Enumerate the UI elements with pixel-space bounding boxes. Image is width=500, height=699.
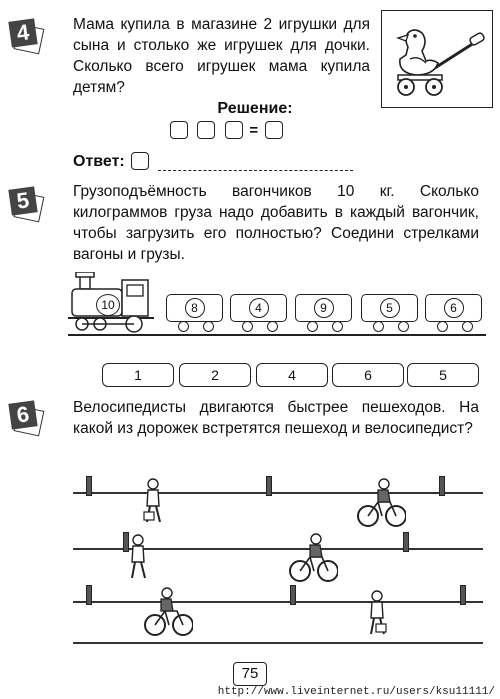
- equals-sign: =: [249, 121, 259, 139]
- task-4-text: Мама купила в магазине 2 игрушки для сына и столько же игрушек для дочки. Сколько всего игрушек мама купила детям?: [73, 16, 370, 96]
- solution-box-2[interactable]: [197, 121, 215, 139]
- path-3[interactable]: [73, 601, 483, 603]
- duck-toy-on-wheels-icon: [381, 10, 493, 108]
- task-6-number-badge: 6: [10, 402, 40, 432]
- solution-boxes: [170, 121, 283, 139]
- pedestrian-icon: [140, 478, 166, 526]
- solution-box-1[interactable]: [170, 121, 188, 139]
- cargo-3[interactable]: 4: [256, 363, 328, 387]
- cargo-1[interactable]: 1: [102, 363, 174, 387]
- wagon-4[interactable]: 5: [361, 294, 418, 322]
- locomotive-capacity-label: 10: [96, 294, 120, 316]
- answer-line[interactable]: [158, 170, 353, 171]
- pedestrian-icon: [364, 590, 390, 638]
- path-bottom-edge: [73, 642, 483, 644]
- wagon-5[interactable]: 6: [425, 294, 482, 322]
- watermark-url: http://www.liveinternet.ru/users/ksu11111/: [217, 686, 495, 698]
- cargo-4[interactable]: 6: [332, 363, 404, 387]
- solution-label: Решение:: [217, 100, 293, 117]
- cargo-5[interactable]: 5: [407, 363, 479, 387]
- cyclist-icon: [288, 533, 338, 585]
- wagon-2[interactable]: 4: [230, 294, 287, 322]
- answer-label: Ответ:: [73, 153, 125, 170]
- answer-box[interactable]: [131, 152, 149, 170]
- wagon-3[interactable]: 9: [295, 294, 352, 322]
- locomotive: [68, 272, 158, 334]
- cargo-2[interactable]: 2: [179, 363, 251, 387]
- task-6-text: Велосипедисты двигаются быстрее пешеходов. На какой из дорожек встретятся пешеход и велосипедист?: [73, 399, 479, 437]
- wagon-1[interactable]: 8: [166, 294, 223, 322]
- task-4-number-badge: 4: [10, 20, 40, 50]
- page-number: 75: [233, 662, 267, 686]
- cyclist-icon: [356, 478, 406, 530]
- pedestrian-icon: [125, 534, 151, 582]
- solution-box-result[interactable]: [265, 121, 283, 139]
- task-5-text: Грузоподъёмность вагончиков 10 кг. Сколько килограммов груза надо добавить в каждый вагончик, чтобы загрузить его полностью? Соедини стрелками вагоны и грузы.: [73, 183, 479, 263]
- task-5-number-badge: 5: [10, 188, 40, 218]
- solution-box-3[interactable]: [225, 121, 243, 139]
- rail-track: [68, 334, 486, 336]
- path-1[interactable]: [73, 492, 483, 494]
- cyclist-icon: [143, 587, 193, 639]
